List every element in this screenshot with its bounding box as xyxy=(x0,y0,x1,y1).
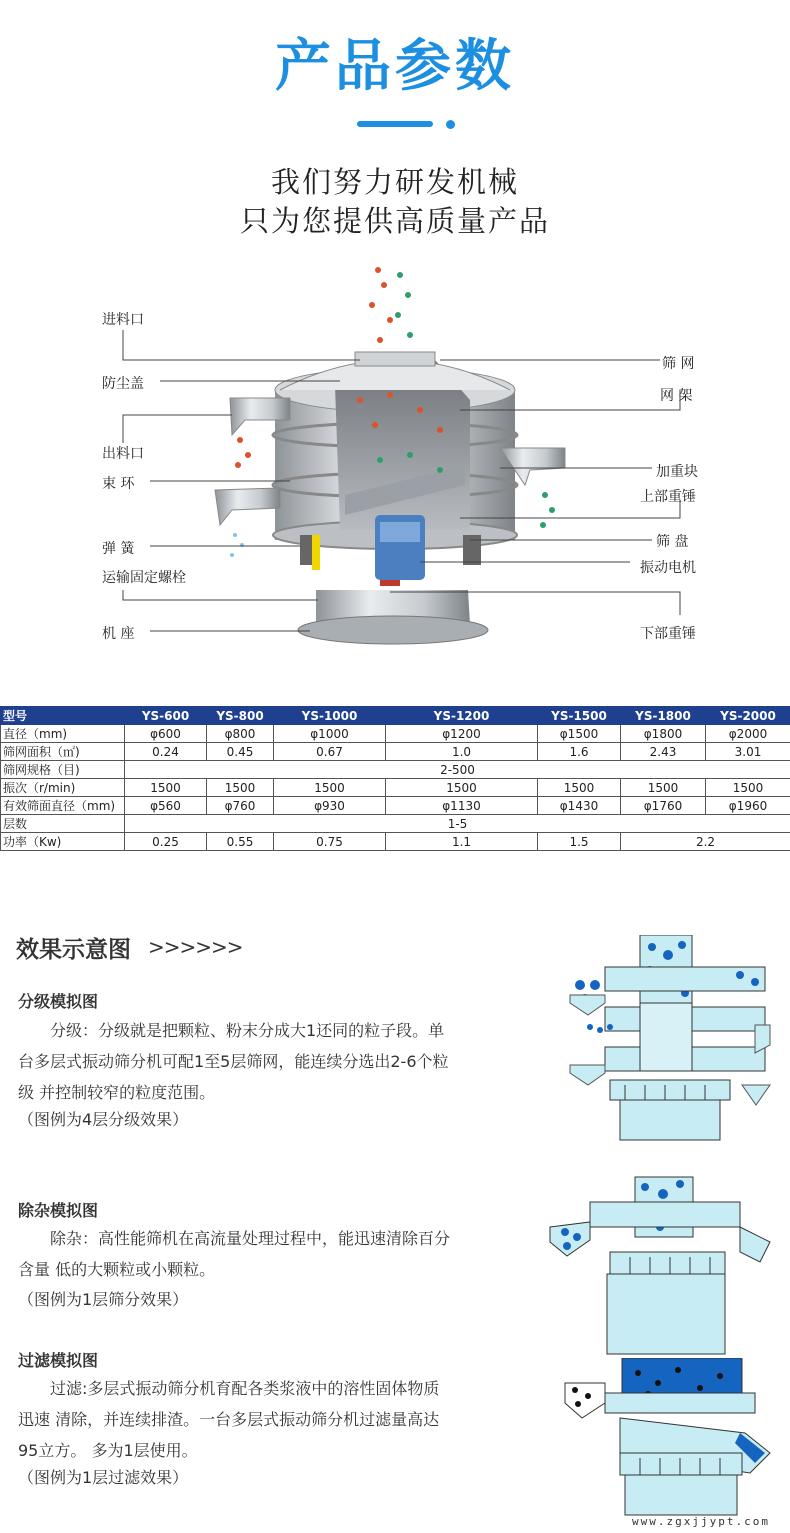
label-discharge-outlet: 出料口 xyxy=(102,446,144,462)
row-label: 层数 xyxy=(1,815,125,833)
title-underline xyxy=(357,121,433,127)
label-weight-block: 加重块 xyxy=(656,464,698,480)
para-line: 含量 低的大颗粒或小颗粒。 xyxy=(18,1260,216,1279)
row-label: 筛网面积（㎡) xyxy=(1,743,125,761)
para-line: 台多层式振动筛分机可配1至5层筛网，能连续分选出2-6个粒 xyxy=(18,1052,449,1071)
table-cell: 1.6 xyxy=(538,743,621,761)
table-cell: φ2000 xyxy=(706,725,790,743)
impurity-description xyxy=(18,1223,498,1285)
label-screen-mesh: 筛 网 xyxy=(662,356,695,372)
row-label: 功率（Kw) xyxy=(1,833,125,851)
row-label: 直径（mm) xyxy=(1,725,125,743)
para-line: 除杂：高性能筛机在高流量处理过程中，能迅速清除百分 xyxy=(50,1229,451,1248)
para-line: 分级：分级就是把颗粒、粉末分成大1还同的粒子段。单 xyxy=(50,1021,445,1040)
effects-title: 效果示意图 xyxy=(16,937,131,963)
label-screen-tray: 筛 盘 xyxy=(656,534,689,550)
table-row xyxy=(1,779,790,797)
table-cell: 3.01 xyxy=(706,743,790,761)
table-cell: φ1000 xyxy=(274,725,386,743)
label-clamp-ring: 束 环 xyxy=(102,476,135,492)
table-cell: 1.5 xyxy=(538,833,621,851)
table-row xyxy=(1,725,790,743)
table-cell: 1.0 xyxy=(386,743,538,761)
grading-description xyxy=(18,1015,498,1108)
table-cell: 1500 xyxy=(274,779,386,797)
header-cell: 型号 xyxy=(1,707,125,725)
table-cell: φ560 xyxy=(125,797,207,815)
para-line: 过滤:多层式振动筛分机育配各类浆液中的溶性固体物质 xyxy=(50,1379,440,1398)
table-cell: φ1200 xyxy=(386,725,538,743)
table-cell: 0.75 xyxy=(274,833,386,851)
subtitle-line2: 只为您提供高质量产品 xyxy=(239,204,550,238)
label-dust-cover: 防尘盖 xyxy=(102,376,144,392)
table-cell: φ1760 xyxy=(621,797,706,815)
row-label: 振次（r/min) xyxy=(1,779,125,797)
label-spring: 弹 簧 xyxy=(102,541,135,557)
table-cell: 1500 xyxy=(706,779,790,797)
table-cell: φ1800 xyxy=(621,725,706,743)
table-row xyxy=(1,743,790,761)
merged-cell: 1-5 xyxy=(125,815,790,833)
grading-heading: 分级模拟图 xyxy=(18,992,99,1011)
header-cell: YS-2000 xyxy=(706,707,790,725)
table-row xyxy=(1,761,790,779)
table-cell: φ800 xyxy=(207,725,274,743)
label-mesh-frame: 网 架 xyxy=(660,388,693,404)
grading-illustration xyxy=(560,935,775,1145)
table-cell: φ1130 xyxy=(386,797,538,815)
label-lower-weight: 下部重锤 xyxy=(640,626,696,642)
header-cell: YS-1000 xyxy=(274,707,386,725)
table-cell: 1500 xyxy=(125,779,207,797)
table-cell: 0.45 xyxy=(207,743,274,761)
table-row xyxy=(1,815,790,833)
title-dot xyxy=(446,120,455,129)
table-cell: φ760 xyxy=(207,797,274,815)
table-cell: 0.67 xyxy=(274,743,386,761)
table-cell: 1.1 xyxy=(386,833,538,851)
impurity-note: （图例为1层筛分效果） xyxy=(18,1290,189,1309)
table-header-row xyxy=(1,707,790,725)
merged-cell: 2-500 xyxy=(125,761,790,779)
merged-cell: 2.2 xyxy=(621,833,790,851)
table-cell: 1500 xyxy=(207,779,274,797)
table-cell: φ1500 xyxy=(538,725,621,743)
table-cell: 0.24 xyxy=(125,743,207,761)
label-vibration-motor: 振动电机 xyxy=(640,560,696,576)
table-row xyxy=(1,797,790,815)
watermark: www.zgxjjypt.com xyxy=(632,1515,770,1528)
header-cell: YS-800 xyxy=(207,707,274,725)
subtitle-line1: 我们努力研发机械 xyxy=(270,165,519,199)
label-feed-inlet: 进料口 xyxy=(102,312,144,328)
row-label: 筛网规格（目) xyxy=(1,761,125,779)
filter-description xyxy=(18,1373,498,1466)
effects-arrows: >>>>>> xyxy=(148,935,243,959)
filter-illustration xyxy=(560,1358,775,1518)
header-cell: YS-600 xyxy=(125,707,207,725)
label-transport-bolt: 运输固定螺栓 xyxy=(102,570,186,586)
header-cell: YS-1500 xyxy=(538,707,621,725)
header-cell: YS-1200 xyxy=(386,707,538,725)
spec-table xyxy=(0,706,790,851)
table-cell: 1500 xyxy=(538,779,621,797)
impurity-heading: 除杂模拟图 xyxy=(18,1201,99,1220)
label-upper-weight: 上部重锤 xyxy=(640,489,696,505)
filter-heading: 过滤模拟图 xyxy=(18,1351,99,1370)
para-line: 级 并控制较窄的粒度范围。 xyxy=(18,1083,216,1102)
para-line: 迅速 清除，并连续排渣。一台多层式振动筛分机过滤量高达 xyxy=(18,1410,440,1429)
header-cell: YS-1800 xyxy=(621,707,706,725)
filter-note: （图例为1层过滤效果） xyxy=(18,1468,189,1487)
table-cell: φ600 xyxy=(125,725,207,743)
table-cell: 0.25 xyxy=(125,833,207,851)
table-cell: 2.43 xyxy=(621,743,706,761)
para-line: 95立方。 多为1层使用。 xyxy=(18,1441,198,1460)
page-title: 产品参数 xyxy=(275,34,515,99)
table-cell: φ1430 xyxy=(538,797,621,815)
table-cell: 1500 xyxy=(386,779,538,797)
table-cell: φ1960 xyxy=(706,797,790,815)
table-cell: 0.55 xyxy=(207,833,274,851)
label-machine-base: 机 座 xyxy=(102,626,135,642)
table-cell: 1500 xyxy=(621,779,706,797)
impurity-illustration xyxy=(545,1172,775,1357)
table-row xyxy=(1,833,790,851)
table-cell: φ930 xyxy=(274,797,386,815)
grading-note: （图例为4层分级效果） xyxy=(18,1110,189,1129)
row-label: 有效筛面直径（mm) xyxy=(1,797,125,815)
